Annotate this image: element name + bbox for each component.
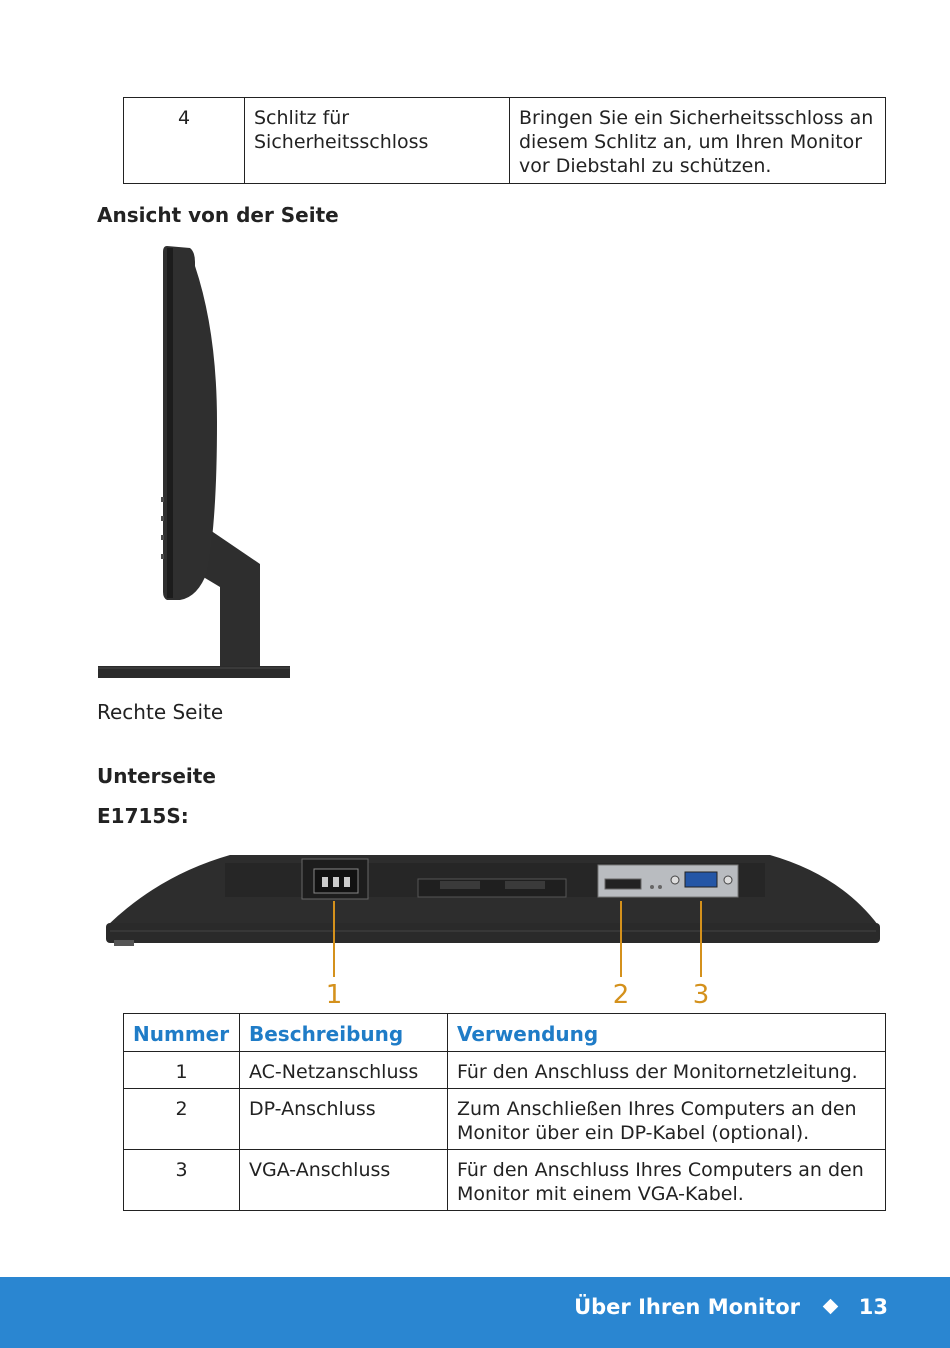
page-number: 13 (858, 1295, 888, 1319)
row-usage: Zum Anschließen Ihres Computers an den Monitor über ein DP-Kabel (optional). (448, 1089, 886, 1150)
footer-section-title: Über Ihren Monitor (574, 1295, 800, 1319)
row-number: 2 (124, 1089, 240, 1150)
bottom-view-heading: Unterseite (97, 764, 216, 788)
callout-3: 3 (692, 980, 710, 1010)
table-row (124, 1089, 886, 1150)
row-usage: Bringen Sie ein Sicherheitsschloss an diesem Schlitz an, um Ihren Monitor vor Diebstahl zu schützen. (510, 98, 886, 184)
row-number: 3 (124, 1150, 240, 1211)
row-usage: Für den Anschluss der Monitornetzleitung. (448, 1052, 886, 1089)
table-row (124, 98, 886, 184)
column-header-usage: Verwendung (448, 1014, 886, 1052)
row-description: DP-Anschluss (240, 1089, 448, 1150)
table-header-row (124, 1014, 886, 1052)
table-row (124, 1150, 886, 1211)
callout-2: 2 (612, 980, 630, 1010)
row-description: Schlitz für Sicherheitsschloss (245, 98, 510, 184)
callout-1: 1 (325, 980, 343, 1010)
ports-table (123, 1013, 886, 1211)
monitor-bottom-view-image (100, 845, 890, 1010)
monitor-side-view-image (95, 242, 295, 682)
column-header-number: Nummer (124, 1014, 240, 1052)
row-number: 4 (124, 98, 245, 184)
row-number: 1 (124, 1052, 240, 1089)
model-label: E1715S: (97, 804, 189, 828)
security-slot-table (123, 97, 886, 184)
side-view-heading: Ansicht von der Seite (97, 203, 339, 227)
row-description: VGA-Anschluss (240, 1150, 448, 1211)
side-view-caption: Rechte Seite (97, 700, 224, 724)
column-header-description: Beschreibung (240, 1014, 448, 1052)
row-usage: Für den Anschluss Ihres Computers an den Monitor mit einem VGA-Kabel. (448, 1150, 886, 1211)
table-row (124, 1052, 886, 1089)
row-description: AC-Netzanschluss (240, 1052, 448, 1089)
page-footer (0, 1277, 950, 1348)
